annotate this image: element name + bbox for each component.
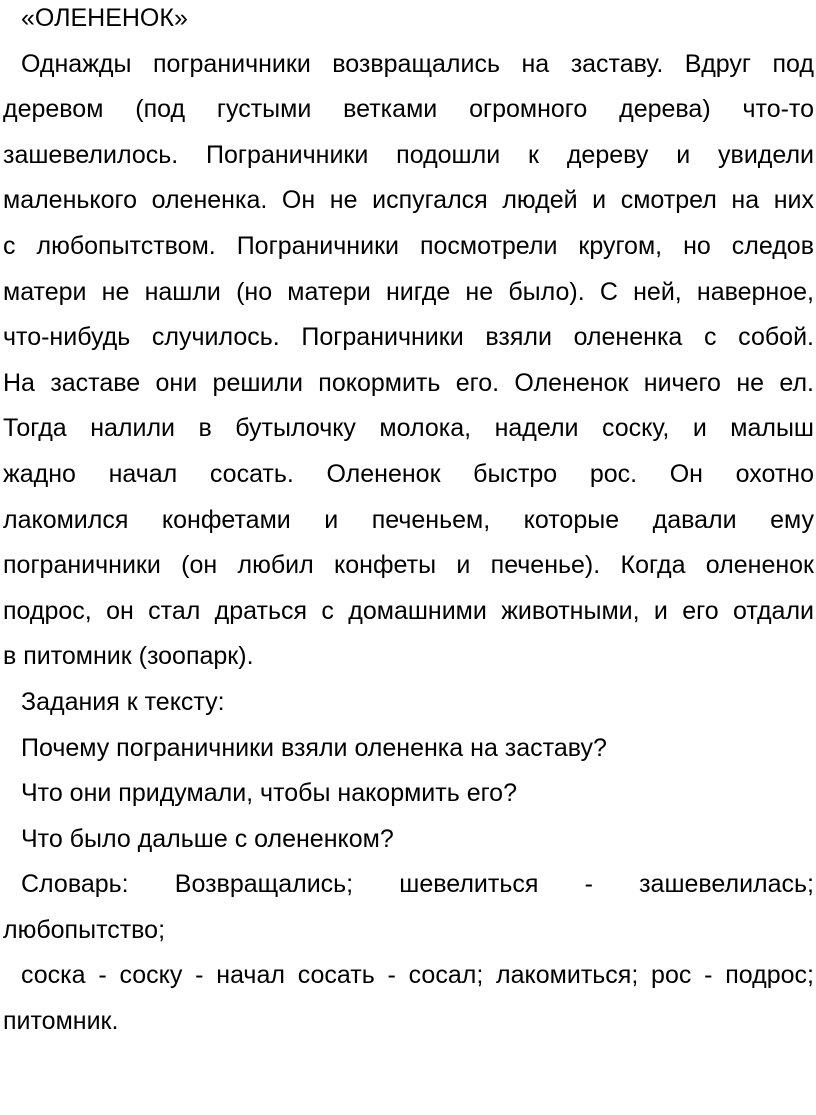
story-line: Тогда налили в бутылочку молока, надели соску, и малыш (3, 414, 814, 443)
question-item: Что они придумали, чтобы накормить его? (21, 779, 517, 808)
story-line: матери не нашли (но матери нигде не было). С ней, наверное, (3, 277, 814, 306)
story-line: маленького олененка. Он не испугался людей и смотрел на них (3, 186, 814, 215)
story-line: в питомник (зоопарк). (3, 642, 254, 671)
story-line: жадно начал сосать. Олененок быстро рос. Он охотно (3, 459, 814, 488)
question-item: Что было дальше с олененком? (21, 824, 394, 853)
story-line: На заставе они решили покормить его. Олененок ничего не ел. (3, 368, 814, 397)
vocabulary-line: любопытство; (3, 915, 166, 944)
story-title: «ОЛЕНЕНОК» (21, 4, 188, 32)
question-item: Почему пограничники взяли олененка на заставу? (21, 733, 607, 762)
story-line: с любопытством. Пограничники посмотрели кругом, но следов (3, 231, 814, 260)
vocabulary-line: Словарь: Возвращались; шевелиться - зашевелилась; (21, 870, 814, 899)
vocabulary-line: питомник. (3, 1007, 119, 1036)
story-line: деревом (под густыми ветками огромного дерева) что-то (3, 95, 814, 124)
vocabulary-line: соска - соску - начал сосать - сосал; лакомиться; рос - подрос; (21, 961, 814, 990)
tasks-heading: Задания к тексту: (21, 687, 225, 716)
story-line: что-нибудь случилось. Пограничники взяли олененка с собой. (3, 323, 814, 352)
story-line: подрос, он стал драться с домашними животными, и его отдали (3, 596, 814, 625)
story-line: Однажды пограничники возвращались на заставу. Вдруг под (21, 49, 814, 78)
story-line: пограничники (он любил конфеты и печенье). Когда олененок (3, 551, 814, 580)
story-line: зашевелилось. Пограничники подошли к дереву и увидели (3, 140, 814, 169)
story-line: лакомился конфетами и печеньем, которые давали ему (3, 505, 814, 534)
